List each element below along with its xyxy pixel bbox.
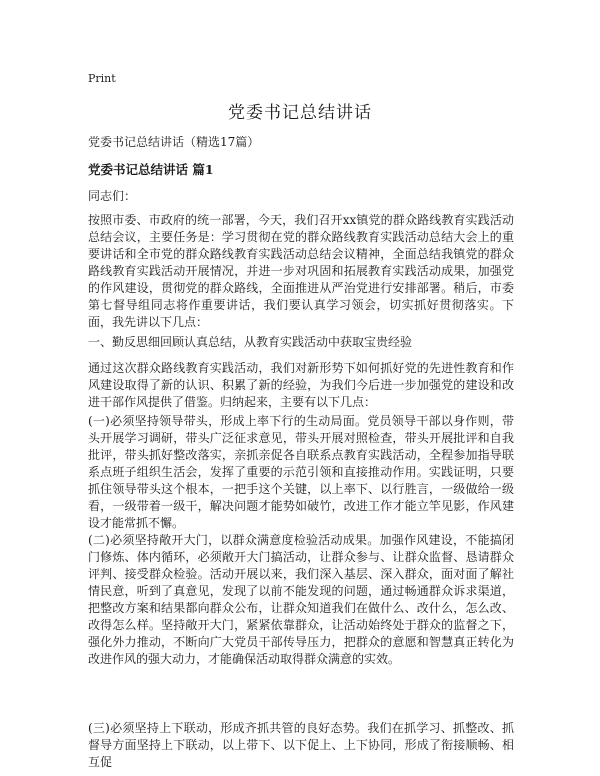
paragraph-intro: 按照市委、市政府的统一部署，今天，我们召开xx镇党的群众路线教育实践活动总结会议，主要任务是：学习贯彻在党的群众路线教育实践活动总结大会上的重要讲话和全市党的群众路线教育实践活动总结会议精神，全面总结我镇党的群众路线教育实践活动开展情况，并进一步对巩固和拓展教育实践活动成果，加强党的作风建设，贯彻党的群众路线，全面推进从严治党进行安排部署。稍后，市委第七督导组同志将作重要讲话，我们要认真学习领会，切实抓好贯彻落实。下面，我先讲以下几点： — [88, 213, 514, 329]
page-title: 党委书记总结讲话 — [228, 103, 372, 123]
paragraph-2: 通过这次群众路线教育实践活动，我们对新形势下如何抓好党的先进性教育和作风建设取得了新的认识、积累了新的经验，为我们今后进一步加强党的建设和改进干部作风提供了借鉴。归纳起来，主要有以下几点： — [88, 361, 514, 409]
paragraph-4: (二)必须坚持敞开大门，以群众满意度检验活动成果。加强作风建设，不能搞闭门修炼、体内循环，必须敞开大门搞活动，让群众参与、让群众监督、恳请群众评判、接受群众检验。活动开展以来，我们深入基层、深入群众，面对面了解社情民意，听到了真意见，发现了以前不能发现的问题，通过畅通群众诉求渠道，把整改方案和结果都向群众公布，让群众知道我们在做什么、改什么，怎么改、改得怎么样。坚持敞开大门，紧紧依靠群众，让活动始终处于群众的监督之下，强化外力推动，不断向广大党员干部传导压力，把群众的意愿和智慧真正转化为改进作风的强大动力，才能确保活动取得群众满意的实效。 — [88, 533, 514, 666]
paragraph-5: (三)必须坚持上下联动，形成齐抓共管的良好态势。我们在抓学习、抓整改、抓督导方面坚持上下联动，以上带下、以下促上、上下协同，形成了衔接顺畅、相互促 — [88, 721, 514, 769]
greeting: 同志们： — [88, 189, 137, 203]
print-link[interactable]: Print — [88, 72, 116, 85]
heading-1: 一、勤反思细回顾认真总结，从教育实践活动中获取宝贵经验 — [88, 335, 413, 349]
document-subtitle: 党委书记总结讲话（精选17篇） — [88, 135, 260, 149]
paragraph-3: (一)必须坚持领导带头，形成上率下行的生动局面。党员领导干部以身作则，带头开展学习调研，带头广泛征求意见，带头开展对照检查，带头开展批评和自我批评，带头抓好整改落实，亲抓亲促各自联系点教育实践活动，全程参加指导联系点班子组织生活会，发挥了重要的示范引领和直接推动作用。实践证明，只要抓住领导带头这个根本，一把手这个关键，以上率下、以行胜言，一级做给一级看，一级带着一级干，解决问题才能势如破竹，改进工作才能立竿见影，作风建设才能常抓不懈。 — [88, 414, 514, 530]
section-title: 党委书记总结讲话 篇1 — [88, 162, 214, 177]
